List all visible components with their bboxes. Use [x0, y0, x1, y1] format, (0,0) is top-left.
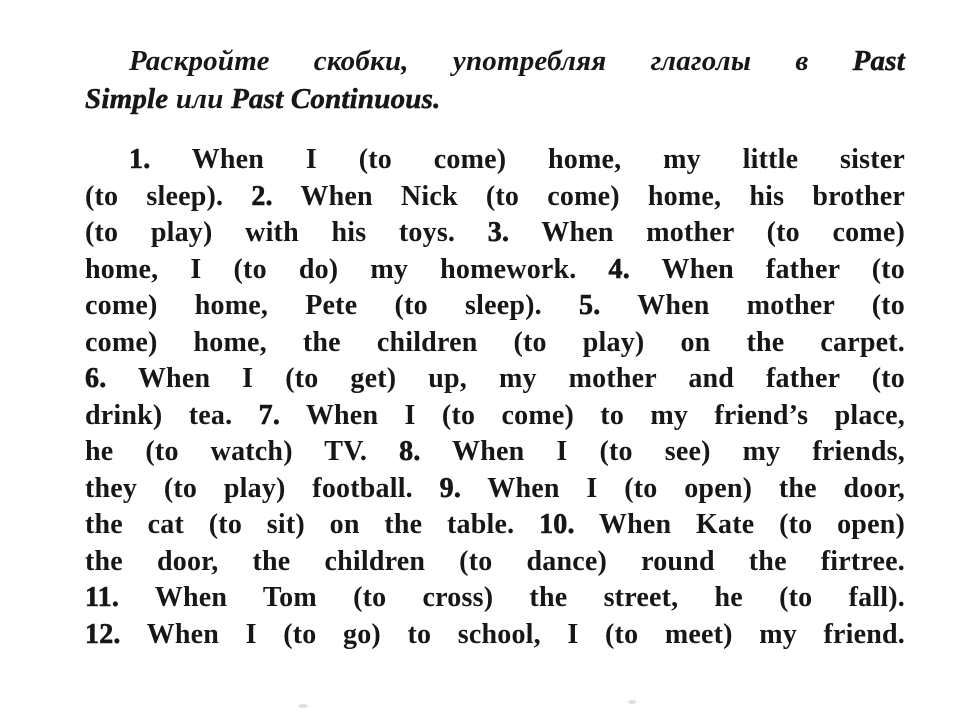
- sentence-number: 9.: [439, 472, 462, 504]
- exercise-line: 12. When I (to go) to school, I (to meet) my friend.: [85, 618, 905, 650]
- exercise-line: 1. When I (to come) home, my little sister: [129, 144, 905, 175]
- exercise-line: 11. When Tom (to cross) the street, he (to fall).: [85, 582, 905, 613]
- sentence-number: 10.: [539, 509, 575, 540]
- text-block: [85, 42, 905, 653]
- sentence-number: 7.: [258, 399, 281, 431]
- exercise-line: 6. When I (to get) up, my mother and father (to: [85, 363, 905, 394]
- instruction-segment: или: [168, 83, 232, 115]
- scan-speck: [298, 704, 308, 708]
- instruction-segment: Раскройте скобки, употребляя глаголы в: [129, 45, 853, 77]
- exercise-line: home, I (to do) my homework. 4. When father (to: [85, 253, 905, 285]
- instruction-line: [85, 80, 905, 118]
- exercise-line: he (to watch) TV. 8. When I (to see) my friends,: [85, 436, 905, 467]
- sentence-number: 2.: [251, 180, 273, 212]
- exercise-line: (to sleep). 2. When Nick (to come) home, his brother: [85, 180, 905, 212]
- instruction-segment: Past Continuous.: [231, 83, 441, 115]
- sentence-number: 4.: [608, 253, 630, 285]
- scan-speck: [628, 700, 636, 704]
- sentence-number: 3.: [487, 217, 510, 248]
- sentence-number: 6.: [85, 363, 107, 394]
- instruction-segment: Past: [852, 45, 905, 77]
- exercise-line: come) home, Pete (to sleep). 5. When mother (to: [85, 290, 905, 321]
- instruction-paragraph: [85, 42, 905, 118]
- sentence-number: 11.: [85, 582, 120, 613]
- instruction-segment: Simple: [85, 83, 169, 115]
- exercise-line: (to play) with his toys. 3. When mother (to come): [85, 217, 905, 248]
- sentence-number: 1.: [129, 144, 151, 175]
- sentence-number: 8.: [399, 436, 421, 467]
- sentence-number: 5.: [579, 290, 601, 321]
- exercise-line: they (to play) football. 9. When I (to open) the door,: [85, 472, 905, 504]
- instruction-line: [85, 42, 905, 80]
- exercise-line: come) home, the children (to play) on the carpet.: [85, 326, 905, 358]
- sentence-number: 12.: [85, 618, 121, 650]
- exercise-paragraph: [85, 142, 905, 653]
- exercise-line: the cat (to sit) on the table. 10. When Kate (to open): [85, 509, 905, 540]
- exercise-line: the door, the children (to dance) round the firtree.: [85, 545, 905, 577]
- exercise-line: drink) tea. 7. When I (to come) to my friend’s place,: [85, 399, 905, 431]
